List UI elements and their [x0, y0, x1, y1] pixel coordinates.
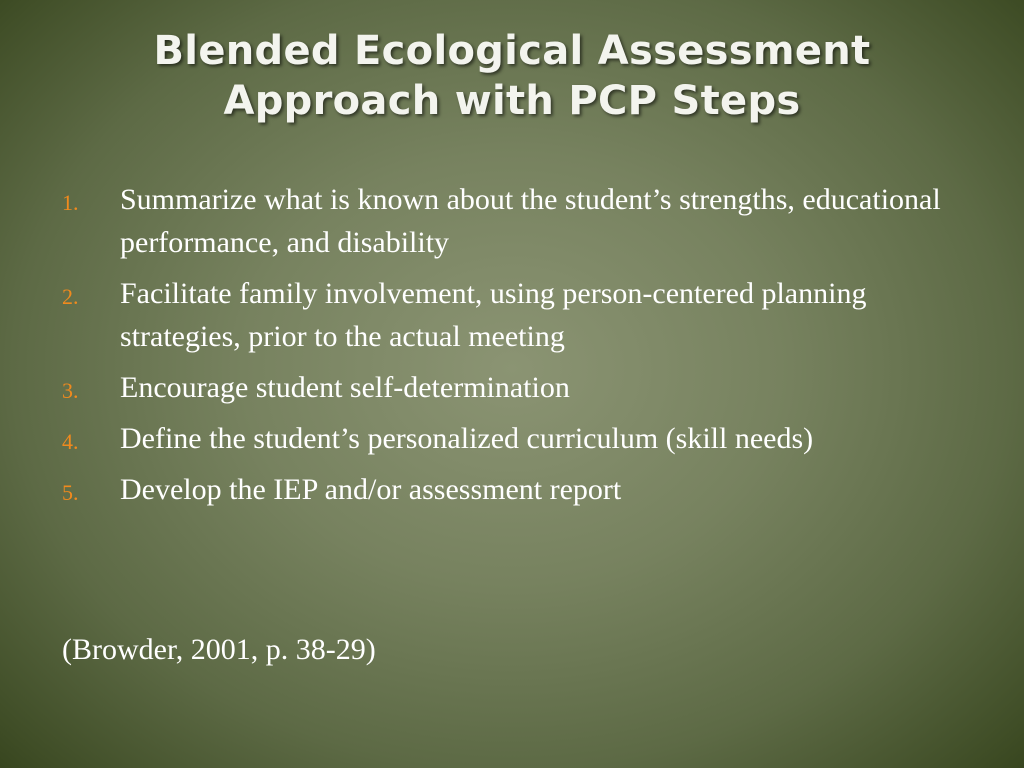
- slide-title-line-1: Blended Ecological Assessment: [153, 28, 871, 74]
- step-text: Encourage student self-determination: [120, 371, 570, 404]
- slide-title: [60, 26, 964, 126]
- step-number: 1.: [62, 190, 79, 215]
- step-text: Summarize what is known about the student’s strengths, educational performance, and disability: [120, 183, 941, 259]
- step-item-2: [60, 272, 980, 358]
- citation: (Browder, 2001, p. 38-29): [62, 633, 376, 666]
- step-text: Define the student’s personalized curriculum (skill needs): [120, 422, 814, 455]
- steps-list: [60, 178, 980, 519]
- step-item-3: [60, 366, 980, 409]
- step-item-4: [60, 417, 980, 460]
- step-text: Develop the IEP and/or assessment report: [120, 473, 622, 506]
- step-text: Facilitate family involvement, using person-centered planning strategies, prior to the actual meeting: [120, 277, 867, 353]
- step-item-5: [60, 468, 980, 511]
- step-number: 4.: [62, 429, 79, 454]
- step-number: 5.: [62, 480, 79, 505]
- step-item-1: [60, 178, 980, 264]
- step-number: 2.: [62, 284, 79, 309]
- slide-title-line-2: Approach with PCP Steps: [223, 78, 801, 124]
- step-number: 3.: [62, 378, 79, 403]
